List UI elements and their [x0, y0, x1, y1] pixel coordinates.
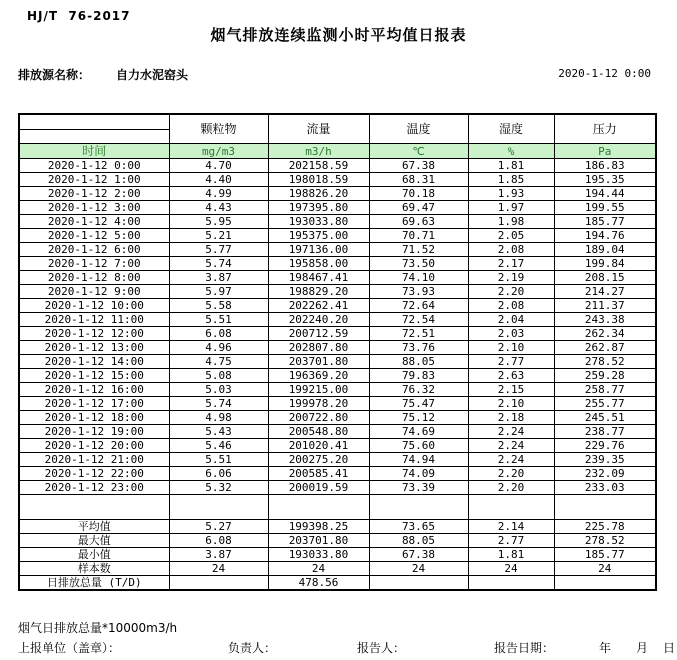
value-cell: 185.77: [554, 215, 656, 229]
time-cell: 2020-1-12 2:00: [19, 187, 169, 201]
value-cell: 70.18: [369, 187, 468, 201]
value-cell: 69.47: [369, 201, 468, 215]
value-cell: 2.24: [468, 439, 554, 453]
value-cell: 88.05: [369, 355, 468, 369]
time-cell: 2020-1-12 15:00: [19, 369, 169, 383]
unit-cell: mg/m3: [169, 144, 268, 159]
table-row: [19, 243, 656, 257]
value-cell: 5.58: [169, 299, 268, 313]
time-cell: 2020-1-12 18:00: [19, 411, 169, 425]
responsible-person-label: 负责人：: [228, 641, 277, 655]
value-cell: 199978.20: [268, 397, 369, 411]
time-cell: 2020-1-12 7:00: [19, 257, 169, 271]
value-cell: 202262.41: [268, 299, 369, 313]
summary-value-cell: 88.05: [369, 534, 468, 548]
value-cell: 5.95: [169, 215, 268, 229]
value-cell: 200548.80: [268, 425, 369, 439]
value-cell: 4.99: [169, 187, 268, 201]
time-cell: 2020-1-12 20:00: [19, 439, 169, 453]
source-name-label: 排放源名称：: [18, 68, 91, 82]
value-cell: 74.09: [369, 467, 468, 481]
value-cell: 202807.80: [268, 341, 369, 355]
value-cell: 74.69: [369, 425, 468, 439]
pollutant-column-header: 湿度: [468, 114, 554, 144]
value-cell: 2.20: [468, 285, 554, 299]
value-cell: 68.31: [369, 173, 468, 187]
value-cell: 239.35: [554, 453, 656, 467]
value-cell: 69.63: [369, 215, 468, 229]
summary-label: 最大值: [19, 534, 169, 548]
summary-row: [19, 548, 656, 562]
time-cell: 2020-1-12 9:00: [19, 285, 169, 299]
value-cell: 278.52: [554, 355, 656, 369]
value-cell: 72.54: [369, 313, 468, 327]
time-cell: 2020-1-12 23:00: [19, 481, 169, 495]
value-cell: 200712.59: [268, 327, 369, 341]
table-row: [19, 383, 656, 397]
table-body: [19, 159, 656, 591]
value-cell: 5.51: [169, 313, 268, 327]
value-cell: 75.47: [369, 397, 468, 411]
value-cell: 199215.00: [268, 383, 369, 397]
table-row: [19, 299, 656, 313]
report-title: 烟气排放连续监测小时平均值日报表: [210, 26, 467, 44]
table-row: [19, 369, 656, 383]
summary-value-cell: 1.81: [468, 548, 554, 562]
summary-label: 最小值: [19, 548, 169, 562]
table-row: [19, 201, 656, 215]
header-blank-cell-bottom: [19, 130, 169, 144]
value-cell: 262.87: [554, 341, 656, 355]
value-cell: 2.10: [468, 397, 554, 411]
value-cell: 232.09: [554, 467, 656, 481]
summary-row: [19, 576, 656, 591]
table-row: [19, 285, 656, 299]
value-cell: 5.46: [169, 439, 268, 453]
time-column-header: 时间: [19, 144, 169, 159]
spacer-cell: [369, 495, 468, 520]
value-cell: 5.77: [169, 243, 268, 257]
summary-value-cell: 2.77: [468, 534, 554, 548]
value-cell: 2.15: [468, 383, 554, 397]
value-cell: 258.77: [554, 383, 656, 397]
time-cell: 2020-1-12 14:00: [19, 355, 169, 369]
table-row: [19, 355, 656, 369]
value-cell: 208.15: [554, 271, 656, 285]
summary-value-cell: 3.87: [169, 548, 268, 562]
pollutant-column-header: 颗粒物: [169, 114, 268, 144]
summary-value-cell: 203701.80: [268, 534, 369, 548]
value-cell: 75.12: [369, 411, 468, 425]
table-row: [19, 411, 656, 425]
monitoring-table: [18, 113, 657, 591]
value-cell: 262.34: [554, 327, 656, 341]
value-cell: 75.60: [369, 439, 468, 453]
value-cell: 198467.41: [268, 271, 369, 285]
value-cell: 74.10: [369, 271, 468, 285]
table-header: [19, 114, 656, 159]
table-row: [19, 229, 656, 243]
value-cell: 71.52: [369, 243, 468, 257]
summary-row: [19, 534, 656, 548]
value-cell: 202158.59: [268, 159, 369, 173]
value-cell: 4.70: [169, 159, 268, 173]
value-cell: 2.20: [468, 467, 554, 481]
spacer-cell: [554, 495, 656, 520]
source-header: [18, 66, 188, 83]
value-cell: 200722.80: [268, 411, 369, 425]
table-row: [19, 173, 656, 187]
time-cell: 2020-1-12 10:00: [19, 299, 169, 313]
value-cell: 200275.20: [268, 453, 369, 467]
value-cell: 259.28: [554, 369, 656, 383]
table-row: [19, 341, 656, 355]
spacer-row: [19, 495, 656, 520]
report-unit-label: 上报单位（盖章）：: [18, 641, 121, 655]
value-cell: 2.10: [468, 341, 554, 355]
value-cell: 199.55: [554, 201, 656, 215]
table-row: [19, 313, 656, 327]
value-cell: 5.21: [169, 229, 268, 243]
month-label: 月: [636, 641, 649, 655]
value-cell: 1.97: [468, 201, 554, 215]
value-cell: 4.43: [169, 201, 268, 215]
value-cell: 5.74: [169, 257, 268, 271]
value-cell: 2.77: [468, 355, 554, 369]
summary-label: 样本数: [19, 562, 169, 576]
value-cell: 189.04: [554, 243, 656, 257]
time-cell: 2020-1-12 8:00: [19, 271, 169, 285]
value-cell: 73.93: [369, 285, 468, 299]
standard-number: HJ/T 76-2017: [27, 9, 131, 23]
value-cell: 2.19: [468, 271, 554, 285]
value-cell: 194.44: [554, 187, 656, 201]
value-cell: 5.51: [169, 453, 268, 467]
value-cell: 194.76: [554, 229, 656, 243]
table-row: [19, 439, 656, 453]
value-cell: 195858.00: [268, 257, 369, 271]
value-cell: 197395.80: [268, 201, 369, 215]
value-cell: 200019.59: [268, 481, 369, 495]
time-cell: 2020-1-12 16:00: [19, 383, 169, 397]
value-cell: 202240.20: [268, 313, 369, 327]
value-cell: 197136.00: [268, 243, 369, 257]
summary-value-cell: 67.38: [369, 548, 468, 562]
value-cell: 76.32: [369, 383, 468, 397]
spacer-cell: [19, 495, 169, 520]
table-row: [19, 425, 656, 439]
value-cell: 2.08: [468, 299, 554, 313]
value-cell: 229.76: [554, 439, 656, 453]
value-cell: 79.83: [369, 369, 468, 383]
year-label: 年: [599, 641, 612, 655]
value-cell: 193033.80: [268, 215, 369, 229]
unit-cell: ℃: [369, 144, 468, 159]
summary-value-cell: 199398.25: [268, 520, 369, 534]
value-cell: 4.75: [169, 355, 268, 369]
pollutant-header-row: [19, 114, 656, 130]
summary-value-cell: 478.56: [268, 576, 369, 591]
time-cell: 2020-1-12 19:00: [19, 425, 169, 439]
table-row: [19, 327, 656, 341]
value-cell: 74.94: [369, 453, 468, 467]
time-cell: 2020-1-12 13:00: [19, 341, 169, 355]
summary-value-cell: 5.27: [169, 520, 268, 534]
time-cell: 2020-1-12 0:00: [19, 159, 169, 173]
value-cell: 2.03: [468, 327, 554, 341]
value-cell: 2.18: [468, 411, 554, 425]
report-datetime: 2020-1-12 0:00: [558, 67, 651, 80]
value-cell: 2.08: [468, 243, 554, 257]
value-cell: 67.38: [369, 159, 468, 173]
pollutant-column-header: 压力: [554, 114, 656, 144]
spacer-cell: [468, 495, 554, 520]
unit-cell: %: [468, 144, 554, 159]
time-cell: 2020-1-12 6:00: [19, 243, 169, 257]
summary-value-cell: 24: [268, 562, 369, 576]
summary-value-cell: 278.52: [554, 534, 656, 548]
time-cell: 2020-1-12 21:00: [19, 453, 169, 467]
value-cell: 72.51: [369, 327, 468, 341]
value-cell: 233.03: [554, 481, 656, 495]
summary-value-cell: [369, 576, 468, 591]
table-row: [19, 467, 656, 481]
value-cell: 72.64: [369, 299, 468, 313]
table-row: [19, 187, 656, 201]
time-cell: 2020-1-12 1:00: [19, 173, 169, 187]
summary-value-cell: [554, 576, 656, 591]
time-cell: 2020-1-12 4:00: [19, 215, 169, 229]
spacer-cell: [268, 495, 369, 520]
reporter-label: 报告人：: [357, 641, 406, 655]
value-cell: 201020.41: [268, 439, 369, 453]
value-cell: 4.40: [169, 173, 268, 187]
value-cell: 2.05: [468, 229, 554, 243]
value-cell: 195.35: [554, 173, 656, 187]
value-cell: 196369.20: [268, 369, 369, 383]
pollutant-column-header: 流量: [268, 114, 369, 144]
value-cell: 2.24: [468, 425, 554, 439]
time-cell: 2020-1-12 22:00: [19, 467, 169, 481]
value-cell: 5.43: [169, 425, 268, 439]
summary-row: [19, 520, 656, 534]
value-cell: 1.81: [468, 159, 554, 173]
value-cell: 1.85: [468, 173, 554, 187]
value-cell: 243.38: [554, 313, 656, 327]
value-cell: 73.76: [369, 341, 468, 355]
summary-value-cell: 24: [369, 562, 468, 576]
value-cell: 255.77: [554, 397, 656, 411]
value-cell: 73.39: [369, 481, 468, 495]
value-cell: 186.83: [554, 159, 656, 173]
value-cell: 203701.80: [268, 355, 369, 369]
table-row: [19, 481, 656, 495]
summary-label: 日排放总量 (T/D): [19, 576, 169, 591]
value-cell: 2.04: [468, 313, 554, 327]
pollutant-column-header: 温度: [369, 114, 468, 144]
value-cell: 70.71: [369, 229, 468, 243]
spacer-cell: [169, 495, 268, 520]
value-cell: 5.97: [169, 285, 268, 299]
value-cell: 3.87: [169, 271, 268, 285]
value-cell: 2.17: [468, 257, 554, 271]
value-cell: 1.98: [468, 215, 554, 229]
value-cell: 1.93: [468, 187, 554, 201]
value-cell: 2.63: [468, 369, 554, 383]
day-label: 日: [663, 641, 676, 655]
table-row: [19, 397, 656, 411]
summary-row: [19, 562, 656, 576]
summary-value-cell: 193033.80: [268, 548, 369, 562]
value-cell: 195375.00: [268, 229, 369, 243]
value-cell: 5.08: [169, 369, 268, 383]
value-cell: 198826.20: [268, 187, 369, 201]
summary-value-cell: 24: [554, 562, 656, 576]
summary-value-cell: [468, 576, 554, 591]
header-blank-cell-top: [19, 114, 169, 130]
unit-cell: Pa: [554, 144, 656, 159]
value-cell: 4.98: [169, 411, 268, 425]
value-cell: 198829.20: [268, 285, 369, 299]
table-row: [19, 271, 656, 285]
value-cell: 238.77: [554, 425, 656, 439]
summary-value-cell: 73.65: [369, 520, 468, 534]
report-date-label: 报告日期：: [494, 641, 555, 655]
unit-cell: m3/h: [268, 144, 369, 159]
time-cell: 2020-1-12 3:00: [19, 201, 169, 215]
summary-value-cell: 225.78: [554, 520, 656, 534]
value-cell: 198018.59: [268, 173, 369, 187]
value-cell: 211.37: [554, 299, 656, 313]
value-cell: 214.27: [554, 285, 656, 299]
summary-value-cell: [169, 576, 268, 591]
table-row: [19, 453, 656, 467]
value-cell: 200585.41: [268, 467, 369, 481]
summary-value-cell: 185.77: [554, 548, 656, 562]
time-cell: 2020-1-12 17:00: [19, 397, 169, 411]
value-cell: 6.06: [169, 467, 268, 481]
value-cell: 2.24: [468, 453, 554, 467]
time-cell: 2020-1-12 12:00: [19, 327, 169, 341]
value-cell: 2.20: [468, 481, 554, 495]
value-cell: 6.08: [169, 327, 268, 341]
time-cell: 2020-1-12 11:00: [19, 313, 169, 327]
source-name-value: 自力水泥窑头: [116, 68, 189, 82]
summary-label: 平均值: [19, 520, 169, 534]
unit-header-row: [19, 144, 656, 159]
value-cell: 73.50: [369, 257, 468, 271]
value-cell: 5.32: [169, 481, 268, 495]
summary-value-cell: 2.14: [468, 520, 554, 534]
summary-value-cell: 24: [169, 562, 268, 576]
time-cell: 2020-1-12 5:00: [19, 229, 169, 243]
table-row: [19, 215, 656, 229]
summary-value-cell: 6.08: [169, 534, 268, 548]
summary-value-cell: 24: [468, 562, 554, 576]
value-cell: 199.84: [554, 257, 656, 271]
total-emission-note: 烟气日排放总量*10000m3/h: [18, 621, 178, 635]
value-cell: 245.51: [554, 411, 656, 425]
value-cell: 5.74: [169, 397, 268, 411]
value-cell: 4.96: [169, 341, 268, 355]
table-row: [19, 159, 656, 173]
value-cell: 5.03: [169, 383, 268, 397]
table-row: [19, 257, 656, 271]
